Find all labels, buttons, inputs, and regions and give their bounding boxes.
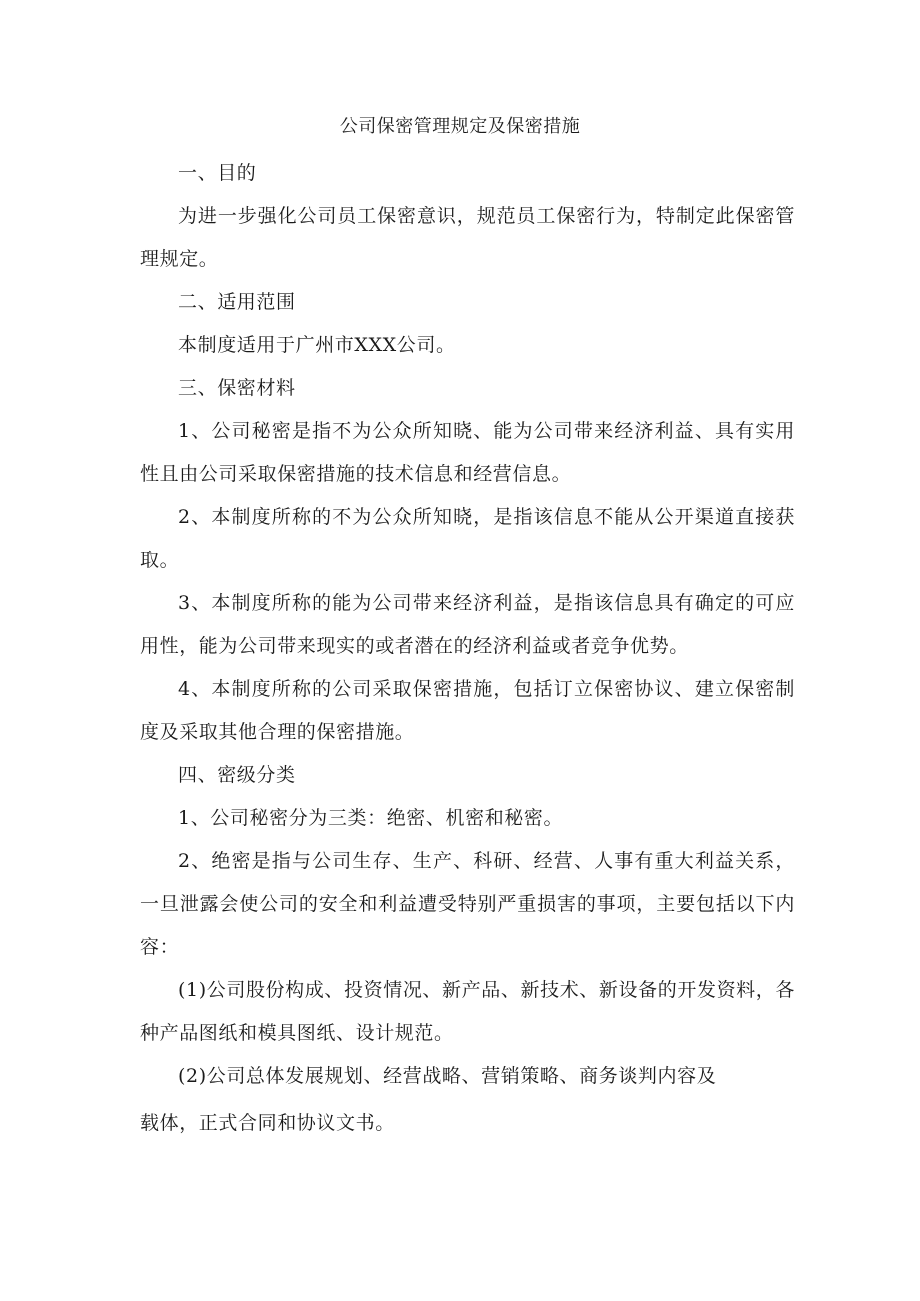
paragraph-purpose: 为进一步强化公司员工保密意识，规范员工保密行为，特制定此保密管理规定。 [140, 205, 795, 270]
section-heading-scope: 二、适用范围 [178, 291, 296, 313]
section-heading-purpose: 一、目的 [178, 162, 257, 184]
section-heading-materials: 三、保密材料 [178, 377, 296, 399]
paragraph-list-item-2-continuation: 载体，正式合同和协议文书。 [140, 1112, 395, 1134]
paragraph-materials-4: 4、本制度所称的公司采取保密措施，包括订立保密协议、建立保密制度及采取其他合理的保密措施。 [140, 678, 795, 743]
section-heading-classification: 四、密级分类 [178, 764, 296, 786]
paragraph-list-item-1: (1)公司股份构成、投资情况、新产品、新技术、新设备的开发资料，各种产品图纸和模具图纸、设计规范。 [140, 979, 795, 1044]
paragraph-list-item-2: (2)公司总体发展规划、经营战略、营销策略、商务谈判内容及 [178, 1065, 717, 1087]
paragraph-materials-2: 2、本制度所称的不为公众所知晓，是指该信息不能从公开渠道直接获取。 [140, 506, 795, 571]
document-body [140, 152, 795, 1145]
paragraph-classification-2: 2、绝密是指与公司生存、生产、科研、经营、人事有重大利益关系，一旦泄露会使公司的安全和利益遭受特别严重损害的事项，主要包括以下内容： [140, 850, 795, 958]
paragraph-materials-1: 1、公司秘密是指不为公众所知晓、能为公司带来经济利益、具有实用性且由公司采取保密措施的技术信息和经营信息。 [140, 420, 795, 485]
paragraph-materials-3: 3、本制度所称的能为公司带来经济利益，是指该信息具有确定的可应用性，能为公司带来现实的或者潜在的经济利益或者竞争优势。 [140, 592, 795, 657]
paragraph-classification-1: 1、公司秘密分为三类：绝密、机密和秘密。 [178, 807, 564, 829]
paragraph-scope: 本制度适用于广州市XXX公司。 [178, 334, 456, 356]
document-title: 公司保密管理规定及保密措施 [339, 116, 581, 137]
